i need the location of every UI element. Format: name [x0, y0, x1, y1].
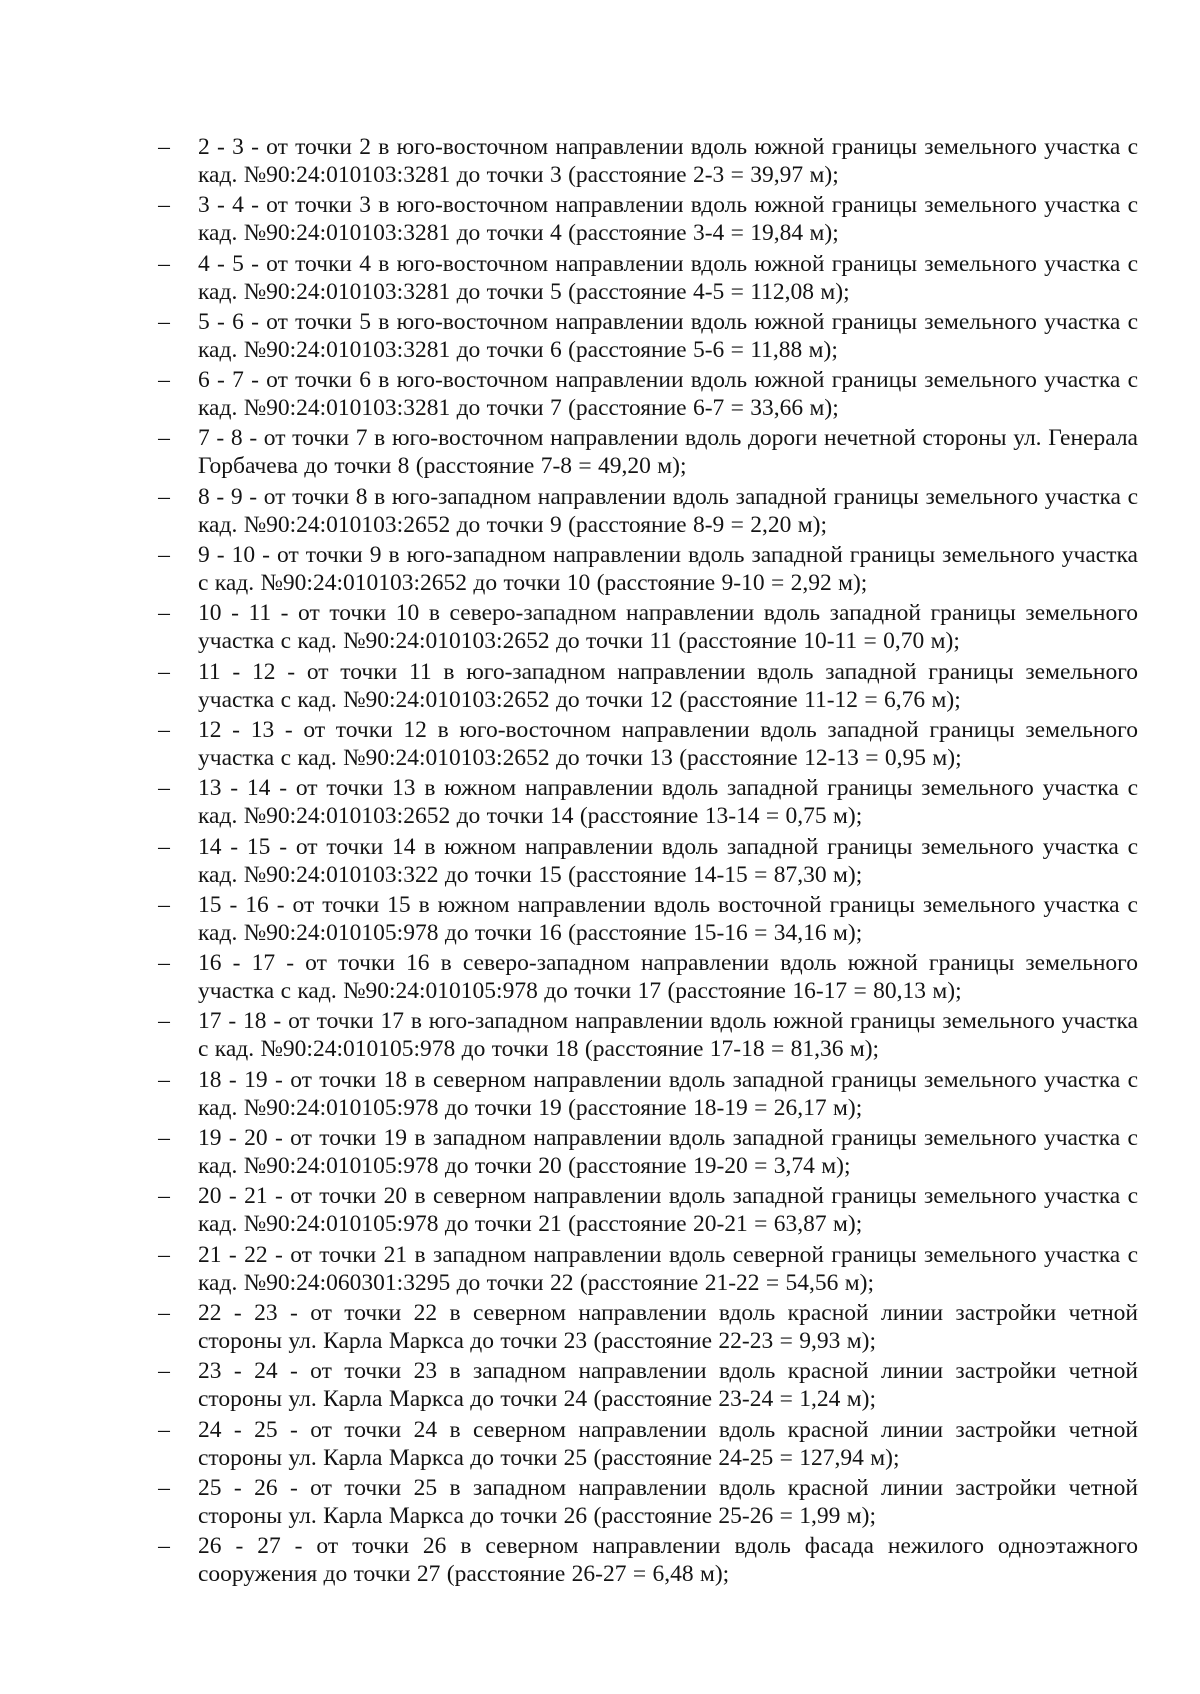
boundary-segment-text: 16 - 17 - от точки 16 в северо-западном направлении вдоль южной границы земельного участка с кад. №90:24:010105:978 до точки 17 (расстояние 16-17 = 80,13 м); — [198, 950, 1138, 1005]
list-item — [148, 1241, 1138, 1299]
list-item — [148, 541, 1138, 599]
list-bullet: – — [158, 1066, 170, 1093]
list-bullet: – — [158, 1125, 170, 1152]
boundary-segment-text: 14 - 15 - от точки 14 в южном направлении вдоль западной границы земельного участка с кад. №90:24:010103:322 до точки 15 (расстояние 14-15 = 87,30 м); — [198, 833, 1138, 888]
list-bullet: – — [158, 891, 170, 918]
boundary-segment-text: 7 - 8 - от точки 7 в юго-восточном направлении вдоль дороги нечетной стороны ул. Генерала Горбачева до точки 8 (расстояние 7-8 = 49,20 м); — [198, 425, 1138, 480]
list-item — [148, 191, 1138, 249]
list-bullet: – — [158, 250, 170, 277]
list-item — [148, 1182, 1138, 1240]
list-item — [148, 774, 1138, 832]
list-bullet: – — [158, 1358, 170, 1385]
boundary-segment-text: 23 - 24 - от точки 23 в западном направлении вдоль красной линии застройки четной стороны ул. Карла Маркса до точки 24 (расстояние 23-24 = 1,24 м); — [198, 1358, 1138, 1413]
boundary-segment-text: 24 - 25 - от точки 24 в северном направлении вдоль красной линии застройки четной стороны ул. Карла Маркса до точки 25 (расстояние 24-25 = 127,94 м); — [198, 1416, 1138, 1471]
list-item — [148, 483, 1138, 541]
boundary-segment-text: 18 - 19 - от точки 18 в северном направлении вдоль западной границы земельного участка с кад. №90:24:010105:978 до точки 19 (расстояние 18-19 = 26,17 м); — [198, 1066, 1138, 1121]
boundary-segment-text: 22 - 23 - от точки 22 в северном направлении вдоль красной линии застройки четной стороны ул. Карла Маркса до точки 23 (расстояние 22-23 = 9,93 м); — [198, 1299, 1138, 1354]
list-item — [148, 949, 1138, 1007]
boundary-segment-text: 9 - 10 - от точки 9 в юго-западном направлении вдоль западной границы земельного участка с кад. №90:24:010103:2652 до точки 10 (расстояние 9-10 = 2,92 м); — [198, 542, 1138, 597]
list-bullet: – — [158, 1299, 170, 1326]
list-item — [148, 599, 1138, 657]
list-item — [148, 1066, 1138, 1124]
list-item — [148, 308, 1138, 366]
list-item — [148, 1532, 1138, 1590]
list-item — [148, 1299, 1138, 1357]
boundary-segment-text: 15 - 16 - от точки 15 в южном направлении вдоль восточной границы земельного участка с кад. №90:24:010105:978 до точки 16 (расстояние 15-16 = 34,16 м); — [198, 891, 1138, 946]
list-item — [148, 1357, 1138, 1415]
list-bullet: – — [158, 134, 170, 160]
boundary-segment-text: 5 - 6 - от точки 5 в юго-восточном направлении вдоль южной границы земельного участка с кад. №90:24:010103:3281 до точки 6 (расстояние 5-6 = 11,88 м); — [198, 308, 1138, 363]
boundary-segment-list — [148, 133, 1138, 1590]
boundary-segment-text: 6 - 7 - от точки 6 в юго-восточном направлении вдоль южной границы земельного участка с кад. №90:24:010103:3281 до точки 7 (расстояние 6-7 = 33,66 м); — [198, 367, 1138, 422]
boundary-segment-text: 2 - 3 - от точки 2 в юго-восточном направлении вдоль южной границы земельного участка с кад. №90:24:010103:3281 до точки 3 (расстояние 2-3 = 39,97 м); — [198, 134, 1138, 188]
list-bullet: – — [158, 1416, 170, 1443]
list-item — [148, 1474, 1138, 1532]
list-item — [148, 1007, 1138, 1065]
list-bullet: – — [158, 658, 170, 685]
list-bullet: – — [158, 716, 170, 743]
list-bullet: – — [158, 308, 170, 335]
list-bullet: – — [158, 833, 170, 860]
list-bullet: – — [158, 1533, 170, 1560]
boundary-segment-text: 3 - 4 - от точки 3 в юго-восточном направлении вдоль южной границы земельного участка с кад. №90:24:010103:3281 до точки 4 (расстояние 3-4 = 19,84 м); — [198, 192, 1138, 247]
list-item — [148, 1124, 1138, 1182]
boundary-segment-text: 12 - 13 - от точки 12 в юго-восточном направлении вдоль западной границы земельного участка с кад. №90:24:010103:2652 до точки 13 (расстояние 12-13 = 0,95 м); — [198, 716, 1138, 771]
list-bullet: – — [158, 1183, 170, 1210]
boundary-segment-text: 13 - 14 - от точки 13 в южном направлении вдоль западной границы земельного участка с кад. №90:24:010103:2652 до точки 14 (расстояние 13-14 = 0,75 м); — [198, 775, 1138, 830]
boundary-segment-text: 11 - 12 - от точки 11 в юго-западном направлении вдоль западной границы земельного участка с кад. №90:24:010103:2652 до точки 12 (расстояние 11-12 = 6,76 м); — [198, 658, 1138, 713]
list-item — [148, 250, 1138, 308]
list-item — [148, 1416, 1138, 1474]
boundary-segment-text: 20 - 21 - от точки 20 в северном направлении вдоль западной границы земельного участка с кад. №90:24:010105:978 до точки 21 (расстояние 20-21 = 63,87 м); — [198, 1183, 1138, 1238]
list-item — [148, 833, 1138, 891]
boundary-segment-text: 25 - 26 - от точки 25 в западном направлении вдоль красной линии застройки четной стороны ул. Карла Маркса до точки 26 (расстояние 25-26 = 1,99 м); — [198, 1474, 1138, 1529]
boundary-segment-text: 10 - 11 - от точки 10 в северо-западном направлении вдоль западной границы земельного участка с кад. №90:24:010103:2652 до точки 11 (расстояние 10-11 = 0,70 м); — [198, 600, 1138, 655]
boundary-segment-text: 19 - 20 - от точки 19 в западном направлении вдоль западной границы земельного участка с кад. №90:24:010105:978 до точки 20 (расстояние 19-20 = 3,74 м); — [198, 1125, 1138, 1180]
list-bullet: – — [158, 367, 170, 394]
list-bullet: – — [158, 1241, 170, 1268]
list-bullet: – — [158, 483, 170, 510]
boundary-segment-text: 8 - 9 - от точки 8 в юго-западном направлении вдоль западной границы земельного участка с кад. №90:24:010103:2652 до точки 9 (расстояние 8-9 = 2,20 м); — [198, 483, 1138, 538]
boundary-segment-text: 17 - 18 - от точки 17 в юго-западном направлении вдоль южной границы земельного участка с кад. №90:24:010105:978 до точки 18 (расстояние 17-18 = 81,36 м); — [198, 1008, 1138, 1063]
list-bullet: – — [158, 425, 170, 452]
boundary-segment-text: 21 - 22 - от точки 21 в западном направлении вдоль северной границы земельного участка с кад. №90:24:060301:3295 до точки 22 (расстояние 21-22 = 54,56 м); — [198, 1241, 1138, 1296]
list-item — [148, 891, 1138, 949]
list-item — [148, 658, 1138, 716]
list-bullet: – — [158, 1008, 170, 1035]
list-item — [148, 366, 1138, 424]
list-item — [148, 716, 1138, 774]
list-item — [148, 424, 1138, 482]
list-bullet: – — [158, 600, 170, 627]
list-item — [148, 133, 1138, 191]
list-bullet: – — [158, 542, 170, 569]
boundary-segment-text: 4 - 5 - от точки 4 в юго-восточном направлении вдоль южной границы земельного участка с кад. №90:24:010103:3281 до точки 5 (расстояние 4-5 = 112,08 м); — [198, 250, 1138, 305]
boundary-segment-text: 26 - 27 - от точки 26 в северном направлении вдоль фасада нежилого одноэтажного сооружения до точки 27 (расстояние 26-27 = 6,48 м); — [198, 1533, 1138, 1588]
list-bullet: – — [158, 1474, 170, 1501]
list-bullet: – — [158, 950, 170, 977]
list-bullet: – — [158, 775, 170, 802]
list-bullet: – — [158, 192, 170, 219]
